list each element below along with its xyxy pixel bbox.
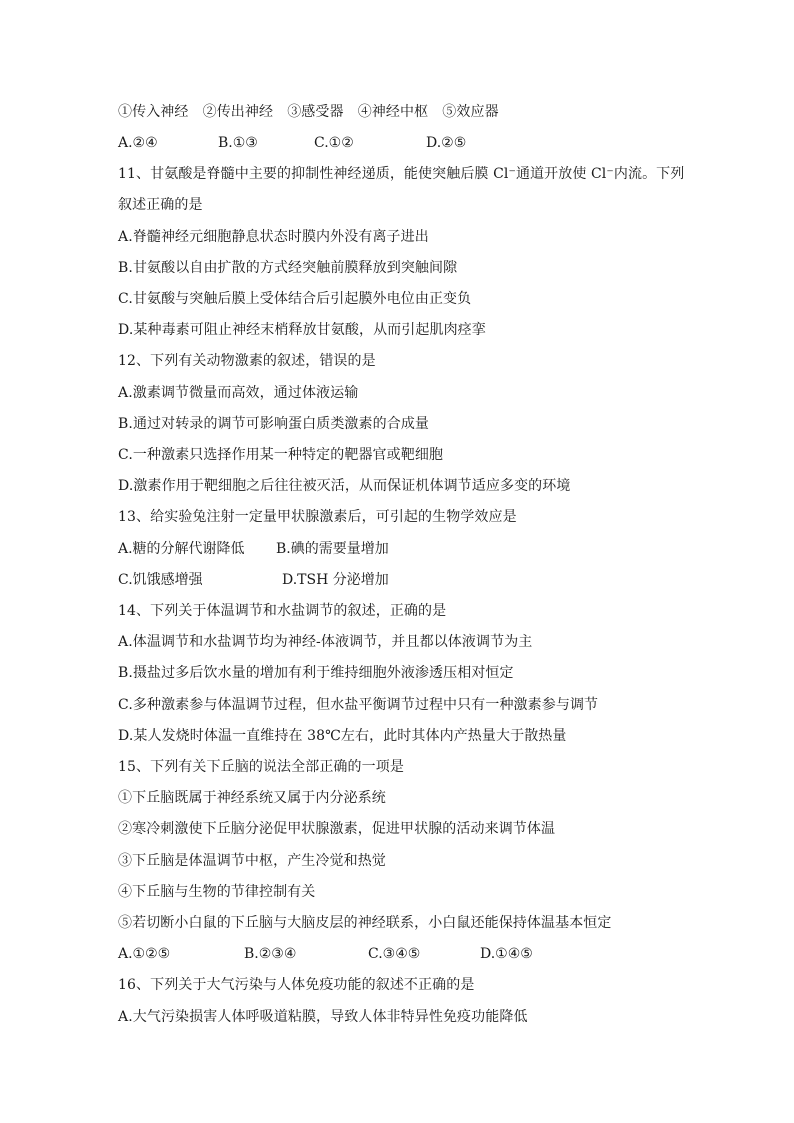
q14-option-b: B.摄盐过多后饮水量的增加有利于维持细胞外液渗透压相对恒定 — [118, 665, 514, 681]
q15-statement-2: ②寒冷刺激使下丘脑分泌促甲状腺激素，促进甲状腺的活动来调节体温 — [118, 821, 556, 837]
q12-option-d: D.激素作用于靶细胞之后往往被灭活，从而保证机体调节适应多变的环境 — [118, 478, 571, 494]
q15-options — [118, 945, 678, 963]
q11-option-c: C.甘氨酸与突触后膜上受体结合后引起膜外电位由正变负 — [118, 291, 472, 307]
q16-option-a: A.大气污染损害人体呼吸道粘膜，导致人体非特异性免疫功能降低 — [118, 1009, 528, 1025]
q11-stem-line1: 11、甘氨酸是脊髓中主要的抑制性神经递质，能使突触后膜 Cl⁻通道开放使 Cl⁻内流。下列 — [118, 166, 685, 182]
q13-stem: 13、给实验兔注射一定量甲状腺激素后，可引起的生物学效应是 — [118, 509, 517, 525]
q12-option-a: A.激素调节微量而高效，通过体液运输 — [118, 385, 359, 401]
q15-statement-1: ①下丘脑既属于神经系统又属于内分泌系统 — [118, 790, 386, 806]
q10-statements: ①传入神经 ②传出神经 ③感受器 ④神经中枢 ⑤效应器 — [118, 104, 499, 120]
q12-option-b: B.通过对转录的调节可影响蛋白质类激素的合成量 — [118, 416, 430, 432]
q11-stem-line2: 叙述正确的是 — [118, 197, 203, 213]
q15-option-d: D.①④⑤ — [480, 946, 533, 962]
q14-option-d: D.某人发烧时体温一直维持在 38℃左右，此时其体内产热量大于散热量 — [118, 728, 567, 744]
q11-option-a: A.脊髓神经元细胞静息状态时膜内外没有离子进出 — [118, 229, 429, 245]
q11-option-d: D.某种毒素可阻止神经末梢释放甘氨酸，从而引起肌肉痉挛 — [118, 322, 486, 338]
q14-stem: 14、下列关于体温调节和水盐调节的叙述，正确的是 — [118, 603, 447, 619]
q10-option-d: D.②⑤ — [426, 135, 467, 151]
q10-option-a: A.②④ — [118, 135, 158, 151]
q15-option-b: B.②③④ — [244, 946, 297, 962]
q13-option-b: B.碘的需要量增加 — [276, 541, 389, 557]
q11-option-b: B.甘氨酸以自由扩散的方式经突触前膜释放到突触间隙 — [118, 260, 458, 276]
q10-option-b: B.①③ — [218, 135, 258, 151]
q15-option-c: C.③④⑤ — [368, 946, 421, 962]
q15-stem: 15、下列有关下丘脑的说法全部正确的一项是 — [118, 759, 404, 775]
q15-statement-3: ③下丘脑是体温调节中枢，产生冷觉和热觉 — [118, 853, 386, 869]
q12-option-c: C.一种激素只选择作用某一种特定的靶器官或靶细胞 — [118, 447, 444, 463]
q14-option-c: C.多种激素参与体温调节过程，但水盐平衡调节过程中只有一种激素参与调节 — [118, 697, 599, 713]
q15-option-a: A.①②⑤ — [118, 946, 171, 962]
q13-options-row1 — [118, 540, 678, 558]
q10-options — [118, 134, 678, 152]
q15-statement-4: ④下丘脑与生物的节律控制有关 — [118, 884, 316, 900]
q13-options-row2 — [118, 571, 678, 589]
q16-stem: 16、下列关于大气污染与人体免疫功能的叙述不正确的是 — [118, 977, 475, 993]
q12-stem: 12、下列有关动物激素的叙述，错误的是 — [118, 353, 376, 369]
q14-option-a: A.体温调节和水盐调节均为神经-体液调节，并且都以体液调节为主 — [118, 634, 533, 650]
q13-option-c: C.饥饿感增强 — [118, 572, 203, 588]
q13-option-d: D.TSH 分泌增加 — [282, 572, 389, 588]
q15-statement-5: ⑤若切断小白鼠的下丘脑与大脑皮层的神经联系，小白鼠还能保持体温基本恒定 — [118, 915, 612, 931]
q10-option-c: C.①② — [314, 135, 354, 151]
q13-option-a: A.糖的分解代谢降低 — [118, 541, 245, 557]
